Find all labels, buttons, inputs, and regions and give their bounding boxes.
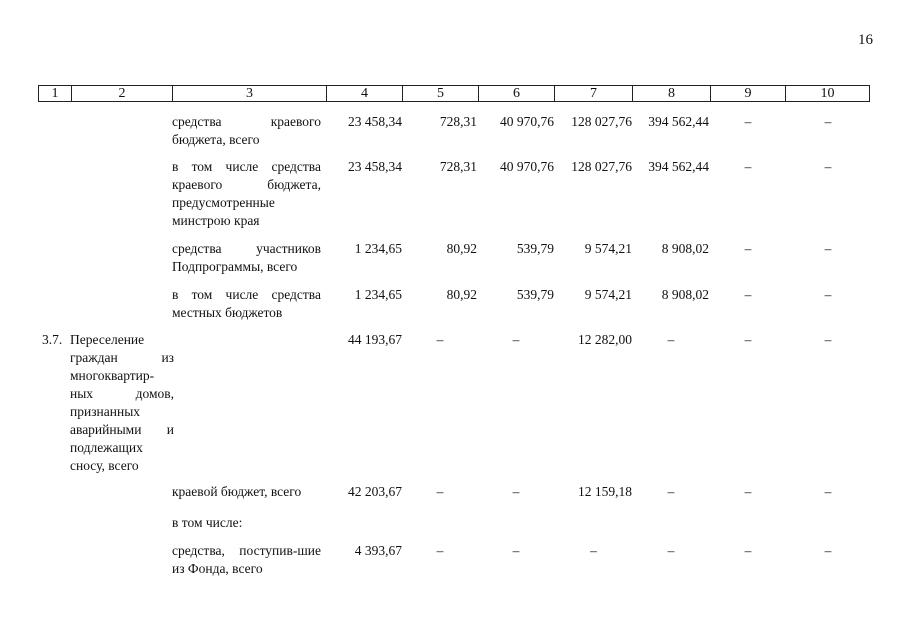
value-col10: – xyxy=(824,332,832,347)
value-col7: – xyxy=(590,543,597,558)
value-col5: 728,31 xyxy=(439,159,477,174)
page-number: 16 xyxy=(858,32,873,48)
funding-source: в том числе средства местных бюджетов xyxy=(172,287,321,320)
value-col7: 12 159,18 xyxy=(578,484,632,499)
funding-source: краевой бюджет, всего xyxy=(172,484,302,499)
value-col6: – xyxy=(512,543,520,558)
value-col9: – xyxy=(744,287,752,302)
value-col4: 23 458,34 xyxy=(348,159,402,174)
value-col5: – xyxy=(436,332,444,347)
column-header: 7 xyxy=(555,86,633,102)
column-header: 8 xyxy=(633,86,711,102)
column-header: 3 xyxy=(173,86,327,102)
item-code: 3.7. xyxy=(42,332,63,347)
value-col10: – xyxy=(824,543,832,558)
funding-source: в том числе средства краевого бюджета, предусмотренные минстрою края xyxy=(172,159,321,228)
column-header: 10 xyxy=(786,86,870,102)
column-header: 9 xyxy=(711,86,786,102)
value-col4: 42 203,67 xyxy=(348,484,402,499)
value-col6: 40 970,76 xyxy=(500,114,554,129)
value-col6: 539,79 xyxy=(516,287,554,302)
value-col8: 8 908,02 xyxy=(661,241,709,256)
value-col9: – xyxy=(744,114,752,129)
value-col8: 394 562,44 xyxy=(648,159,709,174)
value-col6: – xyxy=(512,484,520,499)
item-name: Переселение граждан из многоквартир-ных домов, признанных аварийными и подлежащих сносу, всего xyxy=(70,332,174,473)
value-col5: – xyxy=(436,484,444,499)
column-header: 2 xyxy=(72,86,173,102)
column-header: 5 xyxy=(403,86,479,102)
column-header: 1 xyxy=(39,86,72,102)
value-col9: – xyxy=(744,543,752,558)
value-col8: 8 908,02 xyxy=(661,287,709,302)
value-col7: 12 282,00 xyxy=(578,332,632,347)
funding-source: в том числе: xyxy=(172,515,243,530)
value-col7: 9 574,21 xyxy=(584,241,632,256)
value-col8: – xyxy=(667,543,675,558)
funding-source: средства участников Подпрограммы, всего xyxy=(172,241,321,274)
value-col4: 1 234,65 xyxy=(354,241,402,256)
column-header-row xyxy=(38,85,870,102)
value-col4: 1 234,65 xyxy=(354,287,402,302)
column-header: 4 xyxy=(327,86,403,102)
funding-source: средства краевого бюджета, всего xyxy=(172,114,321,147)
value-col10: – xyxy=(824,159,832,174)
value-col10: – xyxy=(824,287,832,302)
value-col5: 80,92 xyxy=(446,241,477,256)
value-col8: 394 562,44 xyxy=(648,114,709,129)
value-col4: 23 458,34 xyxy=(348,114,402,129)
value-col10: – xyxy=(824,484,832,499)
value-col7: 128 027,76 xyxy=(571,114,632,129)
value-col8: – xyxy=(667,484,675,499)
value-col9: – xyxy=(744,484,752,499)
value-col6: 539,79 xyxy=(516,241,554,256)
value-col8: – xyxy=(667,332,675,347)
value-col5: 80,92 xyxy=(446,287,477,302)
value-col10: – xyxy=(824,114,832,129)
column-header: 6 xyxy=(479,86,555,102)
value-col9: – xyxy=(744,332,752,347)
value-col4: 44 193,67 xyxy=(348,332,402,347)
funding-source: средства, поступив-шие из Фонда, всего xyxy=(172,543,321,576)
value-col10: – xyxy=(824,241,832,256)
value-col4: 4 393,67 xyxy=(354,543,402,558)
value-col6: 40 970,76 xyxy=(500,159,554,174)
value-col5: 728,31 xyxy=(439,114,477,129)
value-col7: 128 027,76 xyxy=(571,159,632,174)
value-col5: – xyxy=(436,543,444,558)
value-col9: – xyxy=(744,159,752,174)
value-col7: 9 574,21 xyxy=(584,287,632,302)
value-col9: – xyxy=(744,241,752,256)
value-col6: – xyxy=(512,332,520,347)
